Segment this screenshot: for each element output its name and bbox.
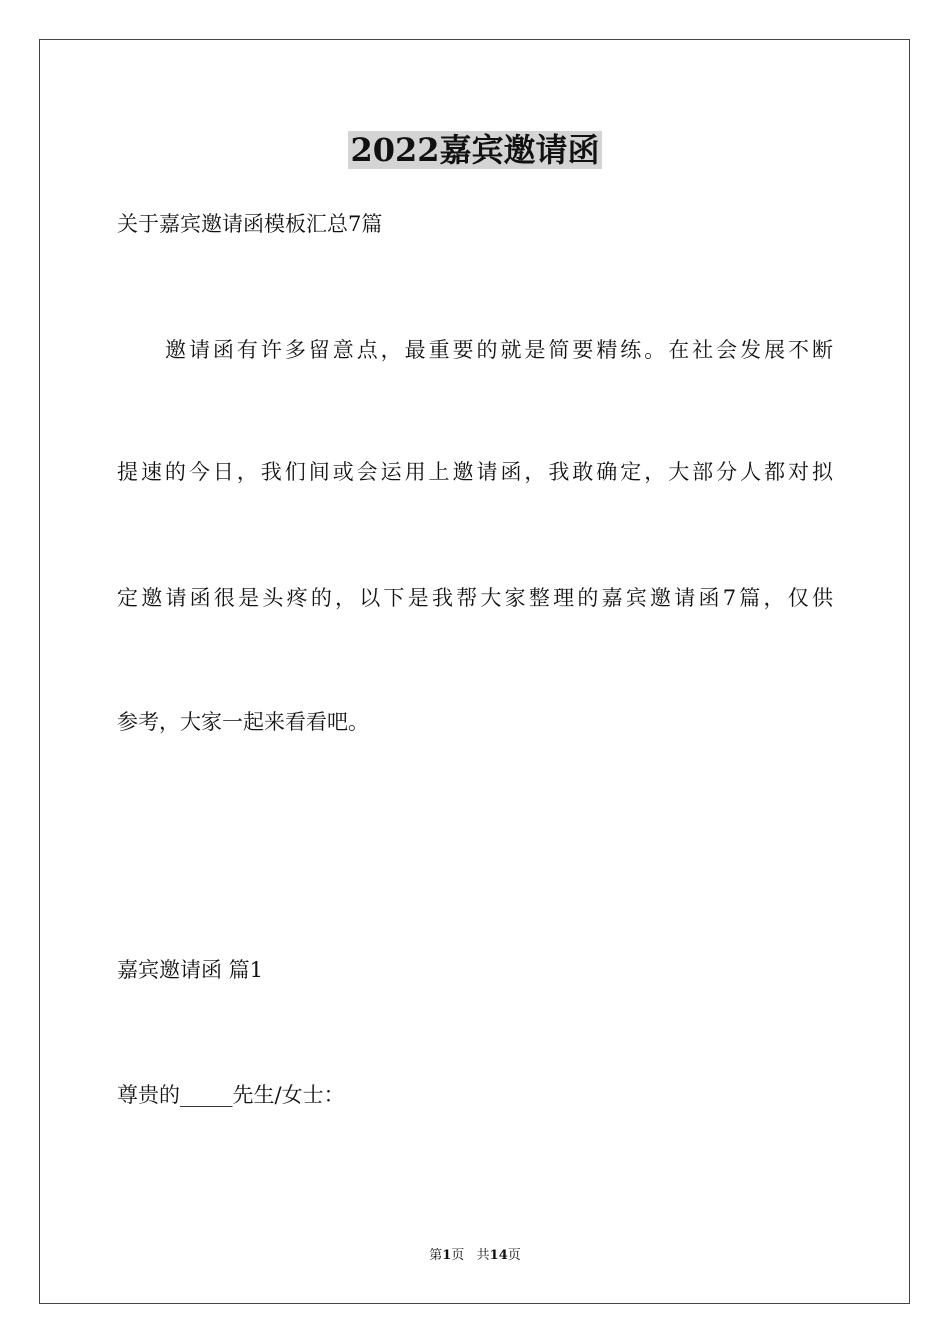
footer-page-suffix: 页 (507, 1248, 521, 1263)
document-title (0, 128, 950, 172)
footer-page-mid: 页 共 (451, 1248, 490, 1263)
footer-page-prefix: 第 (429, 1248, 443, 1263)
section-heading: 嘉宾邀请函 篇1 (117, 958, 264, 982)
paragraph-line-4: 参考，大家一起来看看吧。 (117, 710, 369, 734)
paragraph-line-2: 提速的今日，我们间或会运用上邀请函，我敢确定，大部分人都对拟 (117, 460, 833, 484)
footer-page-number: 1 (442, 1248, 452, 1263)
document-title-text: 2022嘉宾邀请函 (350, 131, 600, 169)
footer-total-pages: 14 (489, 1248, 508, 1263)
page-footer (0, 1246, 950, 1266)
paragraph-line-3: 定邀请函很是头疼的，以下是我帮大家整理的嘉宾邀请函7篇，仅供 (117, 586, 833, 610)
salutation-line: 尊贵的_____先生/女士： (117, 1083, 345, 1107)
document-subtitle: 关于嘉宾邀请函模板汇总7篇 (117, 212, 383, 236)
paragraph-line-1: 邀请函有许多留意点，最重要的就是简要精练。在社会发展不断 (165, 338, 833, 362)
